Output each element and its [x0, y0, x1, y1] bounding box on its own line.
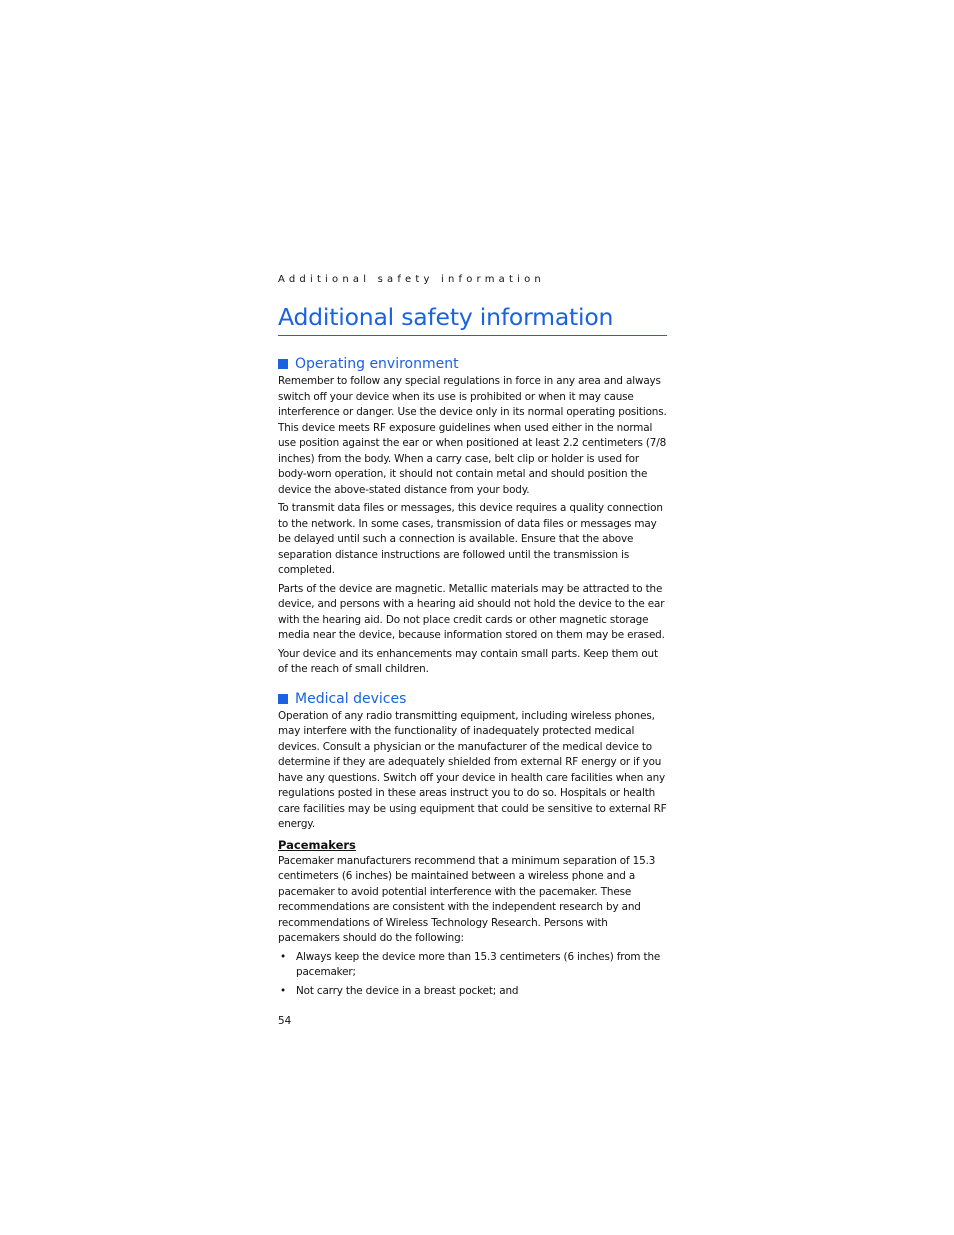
square-bullet-icon [278, 359, 288, 369]
subsection-heading-pacemakers: Pacemakers [278, 837, 356, 852]
paragraph: Parts of the device are magnetic. Metallic materials may be attracted to the device, and persons with a hearing aid should not hold the device to the ear with the hearing aid. Do not place credit cards or other magnetic storage media near the device, because information stored on them may be erased. [278, 582, 665, 641]
paragraph: Pacemaker manufacturers recommend that a minimum separation of 15.3 centimeters (6 inches) be maintained between a wireless phone and a pacemaker to avoid potential interference with the pacemaker. These recommendations are consistent with the independent research by and recommendations of Wireless Technology Research. Persons with pacemakers should do the following: [278, 854, 656, 944]
section-heading-medical-devices [278, 689, 667, 709]
page-title: Additional safety information [278, 302, 667, 336]
square-bullet-icon [278, 694, 288, 704]
list-item [278, 950, 667, 981]
document-page [278, 272, 667, 1029]
list-item-text: Always keep the device more than 15.3 centimeters (6 inches) from the pacemaker; [296, 950, 661, 978]
list-item [278, 984, 667, 1000]
paragraph: Operation of any radio transmitting equipment, including wireless phones, may interfere with the functionality of inadequately protected medical devices. Consult a physician or the manufacturer of the medical device to determine if they are adequately shielded from external RF energy or if you have any questions. Switch off your device in health care facilities when any regulations posted in these areas instruct you to do so. Hospitals or health care facilities may be using equipment that could be sensitive to external RF energy. [278, 709, 667, 830]
list-item-text: Not carry the device in a breast pocket; and [296, 984, 519, 997]
bullet-icon: • [280, 950, 286, 963]
bullet-icon: • [280, 984, 286, 997]
paragraph: Remember to follow any special regulations in force in any area and always switch off your device when its use is prohibited or when it may cause interference or danger. Use the device only in its normal operating positions. This device meets RF exposure guidelines when used either in the normal use position against the ear or when positioned at least 2.2 centimeters (7/8 inches) from the body. When a carry case, belt clip or holder is used for body-worn operation, it should not contain metal and should position the device the above-stated distance from your body. [278, 375, 667, 496]
page-number: 54 [278, 1015, 292, 1027]
running-header: Additional safety information [278, 274, 545, 285]
section-heading-text: Medical devices [295, 690, 407, 707]
paragraph: Your device and its enhancements may contain small parts. Keep them out of the reach of small children. [278, 647, 658, 675]
bullet-list [278, 950, 667, 1000]
section-heading-text: Operating environment [295, 356, 459, 372]
section-heading-operating-environment [278, 354, 667, 374]
paragraph: To transmit data files or messages, this device requires a quality connection to the network. In some cases, transmission of data files or messages may be delayed until such a connection is available. Ensure that the above separation distance instructions are followed until the transmission is completed. [278, 502, 663, 576]
